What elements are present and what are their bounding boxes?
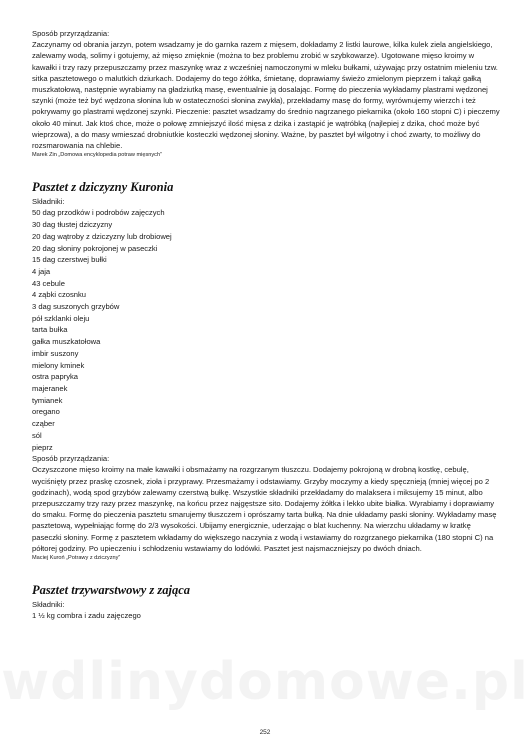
ingredient-item: 15 dag czerstwej bułki <box>32 255 107 265</box>
ingredient-item: tymianek <box>32 395 63 405</box>
ingredient-item: sól <box>32 430 42 440</box>
recipe-source: Maciej Kuroń „Potrawy z dziczyzny” <box>32 555 121 562</box>
ingredient-item: cząber <box>32 419 55 429</box>
ingredients-list <box>32 610 500 622</box>
recipe-1-method-section <box>32 28 500 159</box>
ingredient-item: mielony kminek <box>32 360 85 370</box>
ingredient-item: 30 dag tłustej dziczyzny <box>32 220 113 230</box>
recipe-3-section <box>32 583 500 622</box>
recipe-source: Marek Zin „Domowa encyklopedia potraw mięsnych” <box>32 152 162 159</box>
ingredients-label: Składniki: <box>32 600 65 610</box>
recipe-title: Pasztet trzywarstwowy z zająca <box>32 583 190 598</box>
ingredient-item: 3 dag suszonych grzybów <box>32 302 120 312</box>
method-text: Oczyszczone mięso kroimy na małe kawałki i obsmażamy na rozgrzanym tłuszczu. Dodajemy pokrojoną w drobną kostkę, cebulę, wyciśnięty przez praskę czosnek, zioła i przyprawy. Przesmażamy i odstawiamy. Grzyby moczymy a kiedy spęcznieją (mniej więcej po 2 godzinach), wodą spod grzybów zalewamy czerstwą bułkę. Wszystkie składniki przekładamy do malaksera i miksujemy 15 minut, albo przepuszczamy trzy razy przez maszynkę, na końcu przez najgęstsze sito. Dodajemy żółtka i lekko ubite białka. Wyrabiamy i doprawiamy do smaku. Formę do pieczenia pasztetu smarujemy tłuszczem i oprószamy tarta bułką. Na dnie układamy paski słoniny. Wykładamy masę pasztetową, wypełniając formę do 2/3 wysokości. Ubijamy energicznie, uderzając o blat kuchenny. Na wierzchu układamy w kratkę paseczki słoniny. Formę z pasztetem wkładamy do większego naczynia z wodą i wstawiamy do rozgrzanego piekarnika (180 stopni C) na półtorej godziny. Po upieczeniu i schłodzeniu wstawiamy do lodówki. Pasztet jest najsmaczniejszy po dwóch dniach. <box>32 465 497 553</box>
ingredient-item: 4 jaja <box>32 266 51 276</box>
page-content <box>32 28 500 622</box>
ingredient-item: pieprz <box>32 442 53 452</box>
ingredient-item: 20 dag wątroby z dziczyzny lub drobiowej <box>32 231 172 241</box>
ingredient-item: 4 ząbki czosnku <box>32 290 87 300</box>
ingredient-item: 20 dag słoniny pokrojonej w paseczki <box>32 243 158 253</box>
ingredient-item: ostra papryka <box>32 372 79 382</box>
ingredient-item: oregano <box>32 407 60 417</box>
ingredients-label: Składniki: <box>32 197 65 207</box>
ingredient-item: imbir suszony <box>32 348 79 358</box>
method-label: Sposób przyrządzania: <box>32 29 110 38</box>
method-label: Sposób przyrządzania: <box>32 454 110 464</box>
ingredient-item: tarta bułka <box>32 325 68 335</box>
ingredients-list <box>32 207 500 453</box>
page-number: 252 <box>259 729 271 736</box>
ingredient-item: majeranek <box>32 383 68 393</box>
method-text: Zaczynamy od obrania jarzyn, potem wsadzamy je do garnka razem z mięsem, dokładamy 2 listki laurowe, kilka kulek ziela angielskiego, zalewamy wodą, solimy i gotujemy, aż mięso zmięknie (można to bez problemu zrobić w szybkowarze). Ugotowane mięso kroimy w kawałki i trzy razy przepuszczamy przez maszynkę wraz z wcześniej namoczonymi w mleku bułkami, używając przy ostatnim mieleniu tzw. sitka pasztetowego o malutkich dziurkach. Dodajemy do tego żółtka, śmietanę, doprawiamy świeżo zmielonym pieprzem i takąż gałką muszkatołową, następnie wyrabiamy na gładziutką masę, ewentualnie ją dosalając. Formę do pieczenia wykładamy plastrami wędzonej szynki (może też być wędzona słonina lub w ostateczności słonina zwykła), przekładamy masę do formy, wyrównujemy wierzch i też pokrywamy go plastrami wędzonej szynki. Pieczenie: pasztet wsadzamy do średnio nagrzanego piekarnika (około 160 stopni C) i pieczemy około 40 minut. Jak ktoś chce, może o połowę zmniejszyć ilość mięsa z dzika i zastąpić je wątróbką (najlepiej z dzika, choć może być wieprzowa), a do masy wmieszać drobniutkie kosteczki wędzonej słoniny. Ważne, by pasztet był wilgotny i choć zwarty, to możliwy do rozsmarowania na chlebie. <box>32 40 500 151</box>
watermark-logo <box>0 652 530 712</box>
ingredient-item: gałka muszkatołowa <box>32 337 101 347</box>
ingredient-item: pół szklanki oleju <box>32 313 90 323</box>
ingredient-item: 50 dag przodków i podrobów zajęczych <box>32 208 165 218</box>
recipe-2-section <box>32 180 500 562</box>
ingredient-item: 1 ½ kg combra i zadu zajęczego <box>32 611 141 621</box>
recipe-title: Pasztet z dziczyzny Kuronia <box>32 180 174 195</box>
ingredient-item: 43 cebule <box>32 278 65 288</box>
